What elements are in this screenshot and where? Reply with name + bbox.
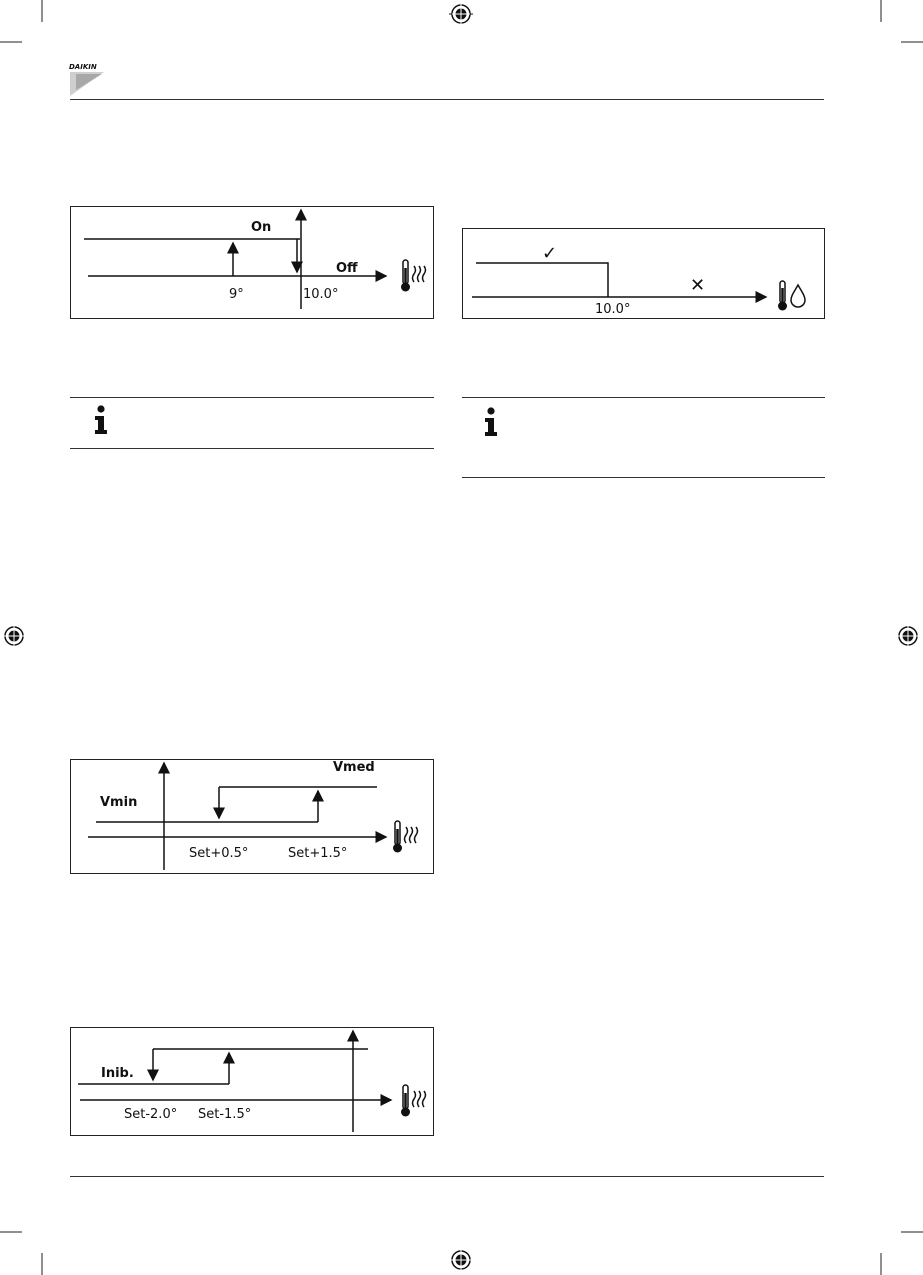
low-threshold-label: 9° [229,287,244,302]
thermometer-heat-icon [397,1083,431,1119]
logo-text: DAIKIN [69,63,97,71]
upper-threshold-label: Set+1.5° [288,846,348,861]
vmin-label: Vmin [100,795,138,810]
off-label: Off [336,261,358,276]
inhibit-label: Inib. [101,1066,134,1081]
disabled-symbol: ✕ [690,275,706,296]
on-label: On [251,220,272,235]
high-threshold-label: 10.0° [303,287,339,302]
footer-rule [70,1176,824,1177]
vmed-label: Vmed [333,760,375,775]
threshold-label: 10.0° [595,302,631,317]
upper-threshold-label: Set-1.5° [198,1107,252,1122]
enabled-symbol: ✓ [542,243,558,264]
lower-threshold-label: Set+0.5° [189,846,249,861]
lower-threshold-label: Set-2.0° [124,1107,178,1122]
